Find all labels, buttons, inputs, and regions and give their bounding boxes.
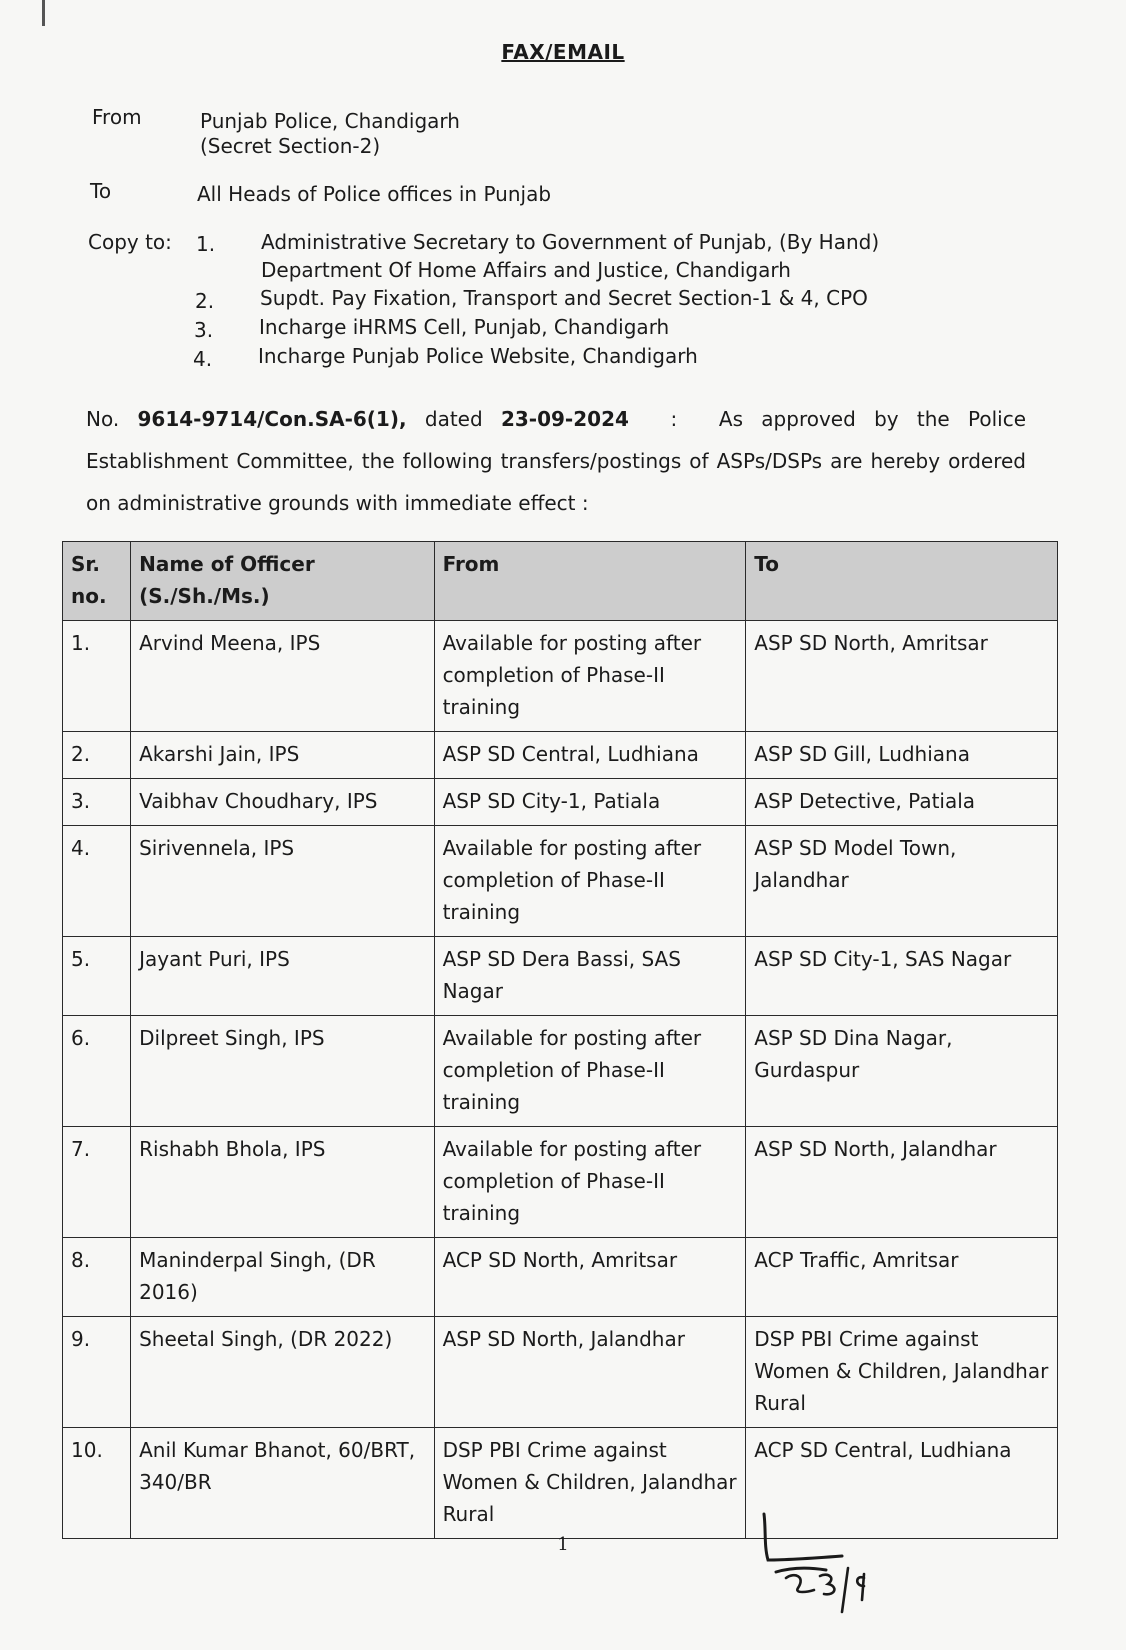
copy-item-number: 1. [196,232,216,256]
from-label: From [92,105,142,129]
copy-item-2: Supdt. Pay Fixation, Transport and Secret Section-1 & 4, CPO [260,286,868,310]
copy-item-3: Incharge iHRMS Cell, Punjab, Chandigarh [259,315,670,339]
copy-item-1 [261,228,879,284]
cell-name: Dilpreet Singh, IPS [131,1016,434,1127]
from-line-2: (Secret Section-2) [200,134,381,158]
cell-name: Sheetal Singh, (DR 2022) [131,1317,434,1428]
cell-sr: 10. [63,1428,131,1539]
cell-name: Rishabh Bhola, IPS [131,1127,434,1238]
cell-from: ASP SD Dera Bassi, SAS Nagar [434,937,746,1016]
header-name-line-2: (S./Sh./Ms.) [139,584,270,608]
cell-sr: 3. [63,779,131,826]
ref-dated-label: dated [406,407,501,431]
cell-sr: 8. [63,1238,131,1317]
table-row [63,1016,1058,1127]
header-name [131,542,434,621]
copy-item-4: Incharge Punjab Police Website, Chandigarh [258,344,698,368]
cell-sr: 2. [63,732,131,779]
copy-item-line: Administrative Secretary to Government of Punjab, (By Hand) [261,230,880,254]
header-sr-line-2: no. [71,584,107,608]
table-row [63,937,1058,1016]
transfer-orders-table [62,541,1058,1539]
cell-to: DSP PBI Crime against Women & Children, Jalandhar Rural [746,1317,1058,1428]
cell-to: ACP SD Central, Ludhiana [746,1428,1058,1539]
cell-from: DSP PBI Crime against Women & Children, Jalandhar Rural [434,1428,746,1539]
copy-item-number: 3. [194,318,214,342]
from-line-1: Punjab Police, Chandigarh [200,109,460,133]
cell-sr: 6. [63,1016,131,1127]
copy-item-number: 2. [195,289,215,313]
cell-from: Available for posting after completion of Phase-II training [434,1016,746,1127]
ref-prefix: No. [86,407,138,431]
cell-sr: 5. [63,937,131,1016]
ref-date: 23-09-2024 [500,407,629,431]
cell-name: Anil Kumar Bhanot, 60/BRT, 340/BR [131,1428,434,1539]
cell-to: ASP SD North, Jalandhar [746,1127,1058,1238]
table-row [63,1127,1058,1238]
copy-item-line: Department Of Home Affairs and Justice, Chandigarh [261,258,791,282]
cell-to: ASP SD Dina Nagar, Gurdaspur [746,1016,1058,1127]
cell-from: Available for posting after completion of Phase-II training [434,1127,746,1238]
cell-from: Available for posting after completion of Phase-II training [434,826,746,937]
cell-name: Sirivennela, IPS [131,826,434,937]
table-row [63,1428,1058,1539]
from-block [200,109,460,159]
table-row [63,1317,1058,1428]
ref-colon: : [670,407,678,431]
table-header-row [63,542,1058,621]
cell-name: Jayant Puri, IPS [131,937,434,1016]
table-row [63,732,1058,779]
cell-from: ASP SD Central, Ludhiana [434,732,746,779]
header-to: To [746,542,1058,621]
cell-sr: 9. [63,1317,131,1428]
page-number: 1 [557,1534,569,1555]
cell-to: ASP Detective, Patiala [746,779,1058,826]
table-row [63,1238,1058,1317]
cell-name: Maninderpal Singh, (DR 2016) [131,1238,434,1317]
to-label: To [90,179,112,203]
cell-from: ASP SD City-1, Patiala [434,779,746,826]
cell-sr: 4. [63,826,131,937]
header-sr-line-1: Sr. [71,552,101,576]
ref-number: 9614-9714/Con.SA-6(1), [137,407,407,431]
cell-sr: 7. [63,1127,131,1238]
cell-to: ASP SD City-1, SAS Nagar [746,937,1058,1016]
reference-paragraph [86,398,1026,524]
scan-edge-mark [42,0,45,26]
cell-sr: 1. [63,621,131,732]
cell-name: Akarshi Jain, IPS [131,732,434,779]
cell-to: ASP SD Model Town, Jalandhar [746,826,1058,937]
table-row [63,779,1058,826]
table-row [63,826,1058,937]
header-from: From [434,542,746,621]
cell-to: ASP SD Gill, Ludhiana [746,732,1058,779]
ref-text: As approved by the Police Establishment Committee, the following transfers/postings of ASPs/DSPs are hereby ordered on administrative grounds with immediate effect : [86,407,1027,515]
cell-to: ACP Traffic, Amritsar [746,1238,1058,1317]
cell-name: Vaibhav Choudhary, IPS [131,779,434,826]
copy-to-label: Copy to: [88,230,172,254]
document-title: FAX/EMAIL [501,40,625,64]
cell-to: ASP SD North, Amritsar [746,621,1058,732]
copy-item-number: 4. [193,347,213,371]
cell-from: ASP SD North, Jalandhar [434,1317,746,1428]
cell-name: Arvind Meena, IPS [131,621,434,732]
to-text: All Heads of Police offices in Punjab [197,182,552,206]
header-sr [63,542,131,621]
table-row [63,621,1058,732]
handwritten-signature [756,1508,906,1618]
cell-from: Available for posting after completion of Phase-II training [434,621,746,732]
header-name-line-1: Name of Officer [139,552,315,576]
cell-from: ACP SD North, Amritsar [434,1238,746,1317]
